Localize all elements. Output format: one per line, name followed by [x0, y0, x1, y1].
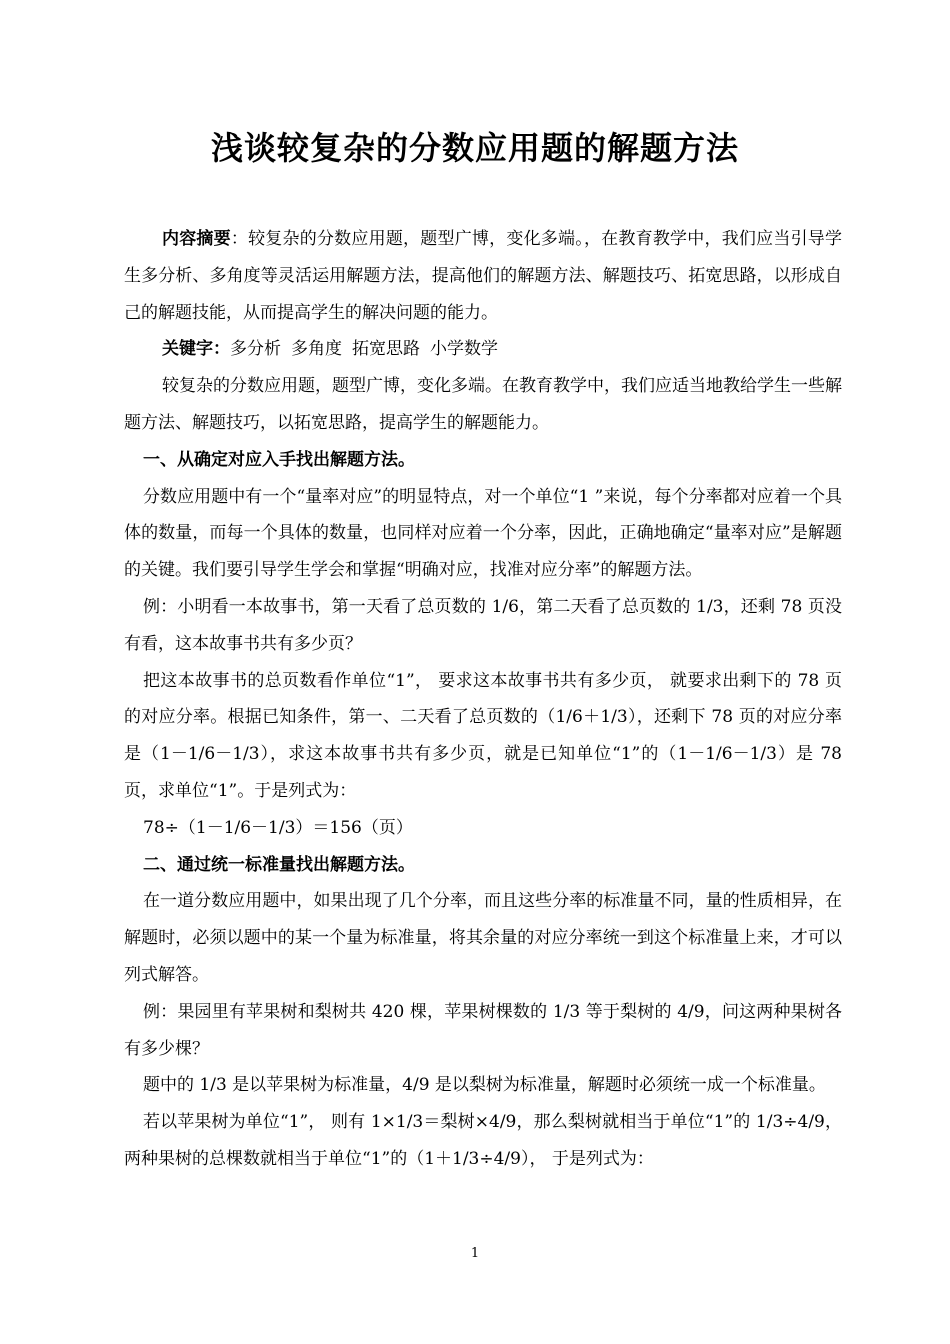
keyword-item: 拓宽思路 [352, 339, 420, 360]
document-title: 浅谈较复杂的分数应用题的解题方法 [210, 129, 739, 167]
section2-analysis: 题中的 1/3 是以苹果树为标准量，4/9 是以梨树为标准量，解题时必须统一成一个标准量。 [143, 1075, 826, 1096]
keyword-item: 多角度 [291, 339, 342, 360]
section1-paragraph: 分数应用题中有一个“量率对应”的明显特点，对一个单位“1 ”来说，每个分率都对应着一个具体的数量，而每一个具体的数量，也同样对应着一个分率，因此，正确地确定“量率对应”是解题的关键。我们要引导学生学会和掌握“明确对应，找准对应分率”的解题方法。 [124, 486, 842, 581]
keywords-separator: ： [213, 339, 230, 360]
keyword-item: 多分析 [230, 339, 281, 360]
intro-paragraph: 较复杂的分数应用题，题型广博，变化多端。在教育教学中，我们应适当地教给学生一些解题方法、解题技巧，以拓宽思路，提高学生的解题能力。 [124, 376, 842, 433]
keywords-label: 关键字 [162, 339, 213, 360]
section2-example: 例：果园里有苹果树和梨树共 420 棵，苹果树棵数的 1/3 等于梨树的 4/9，问这两种果树各有多少棵？ [124, 1001, 842, 1059]
keywords-paragraph [124, 331, 842, 368]
section2-paragraph: 在一道分数应用题中，如果出现了几个分率，而且这些分率的标准量不同，量的性质相异，在解题时，必须以题中的某一个量为标准量，将其余量的对应分率统一到这个标准量上来，才可以列式解答。 [124, 891, 842, 985]
abstract-paragraph [124, 221, 842, 331]
keyword-item: 小学数学 [430, 339, 498, 360]
abstract-label: 内容摘要 [162, 229, 231, 249]
section1-formula: 78÷（1－1/6－1/3）＝156（页） [143, 817, 413, 838]
section1-heading: 一、从确定对应入手找出解题方法。 [143, 449, 415, 470]
abstract-text: ：较复杂的分数应用题，题型广博，变化多端。，在教育教学中，我们应当引导学生多分析、多角度等灵活运用解题方法，提高他们的解题方法、解题技巧、拓宽思路，以形成自己的解题技能，从而提高学生的解决问题的能力。 [124, 229, 843, 323]
section1-example: 例：小明看一本故事书，第一天看了总页数的 1/6，第二天看了总页数的 1/3，还剩 78 页没有看，这本故事书共有多少页？ [124, 596, 842, 654]
page-number: 1 [470, 1246, 480, 1261]
document-body [124, 221, 842, 1178]
section2-solution: 若以苹果树为单位“1”， 则有 1×1/3＝梨树×4/9，那么梨树就相当于单位“1”的 1/3÷4/9，两种果树的总棵数就相当于单位“1”的（1＋1/3÷4/9）， 于是列式为： [124, 1112, 842, 1169]
section1-analysis: 把这本故事书的总页数看作单位“1”， 要求这本故事书共有多少页， 就要求出剩下的 78 页的对应分率。根据已知条件，第一、二天看了总页数的（1/6＋1/3），还剩下 78 页的对应分率是（1－1/6－1/3），求这本故事书共有多少页，就是已知单位“1”的（1－1/6－1/3）是 78 页，求单位“1”。于是列式为： [124, 670, 842, 801]
section2-heading: 二、通过统一标准量找出解题方法。 [143, 854, 415, 875]
